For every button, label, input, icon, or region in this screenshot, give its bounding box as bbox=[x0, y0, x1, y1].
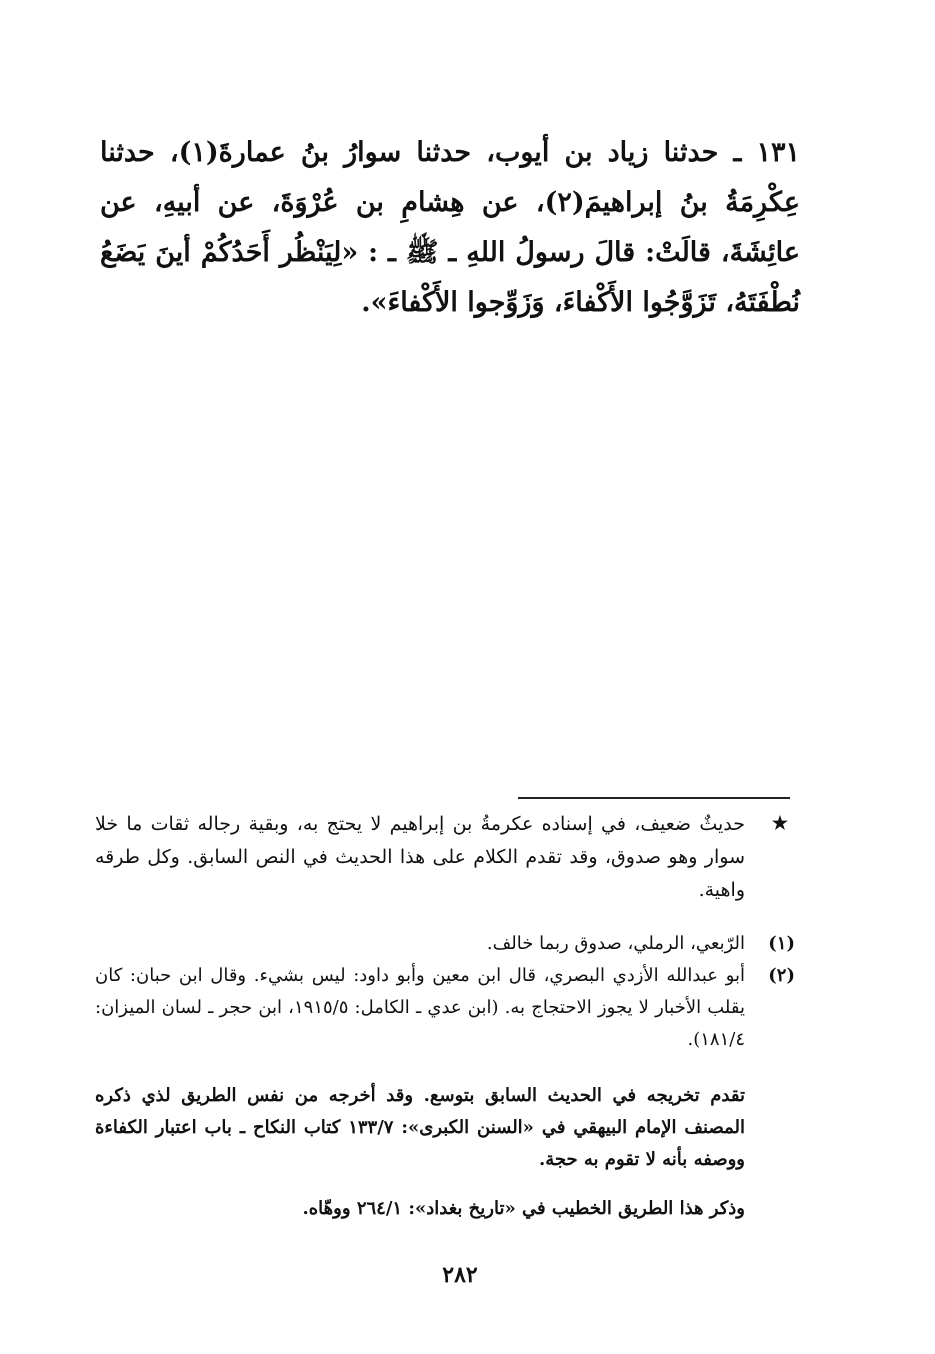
page-number: ٢٨٢ bbox=[442, 1262, 478, 1288]
footnote-star bbox=[95, 808, 795, 907]
hadith-text: ١٣١ ـ حدثنا زياد بن أيوب، حدثنا سوارُ بنُ عمارةَ(١)، حدثنا عِكْرِمَةُ بنُ إبراهيمَ(٢)، عن هِشامِ بن عُرْوَةَ، عن أبيهِ، عن عائِشَةَ، قالَتْ: قالَ رسولُ اللهِ ـ ﷺ ـ : «لِيَنْظُر أَحَدُكُمْ أينَ يَضَعُ نُطْفَتَهُ، تَزَوَّجُوا الأَكْفاءَ، وَزَوِّجوا الأَكْفاءَ». bbox=[100, 137, 800, 318]
footnote-1-text: الرّبعي، الرملي، صدوق ربما خالف. bbox=[486, 933, 745, 954]
footnote-2-text: أبو عبدالله الأزدي البصري، قال ابن معين وأبو داود: ليس بشيء. وقال ابن حبان: كان يقلب الأخبار لا يجوز الاحتجاج به. (ابن عدي ـ الكامل: ١٩١٥/٥، ابن حجر ـ لسان الميزان: ١٨١/٤). bbox=[95, 965, 745, 1050]
footnote-2-number: (٢) bbox=[768, 965, 795, 986]
footnote-2 bbox=[95, 960, 795, 1056]
footnote-divider bbox=[518, 797, 790, 799]
footnote-1 bbox=[95, 928, 795, 960]
footnote-2-continuation: تقدم تخريجه في الحديث السابق بتوسع. وقد أخرجه من نفس الطريق لذي ذكره المصنف الإمام البيهقي في «السنن الكبرى»: ١٣٣/٧ كتاب النكاح ـ باب اعتبار الكفاءة ووصفه بأنه لا تقوم به حجة. bbox=[95, 1085, 745, 1170]
footnote-1-number: (١) bbox=[768, 933, 795, 954]
star-marker: ★ bbox=[771, 813, 789, 834]
footnote-2-final-line: وذكر هذا الطريق الخطيب في «تاريخ بغداد»: ٢٦٤/١ ووهّاه. bbox=[302, 1198, 745, 1219]
footnote-star-text: حديثٌ ضعيف، في إسناده عكرمةُ بن إبراهيم لا يحتج به، وبقية رجاله ثقات ما خلا سوار وهو صدوق، وقد تقدم الكلام على هذا الحديث في النص السابق. وكل طرقه واهية. bbox=[95, 813, 745, 901]
